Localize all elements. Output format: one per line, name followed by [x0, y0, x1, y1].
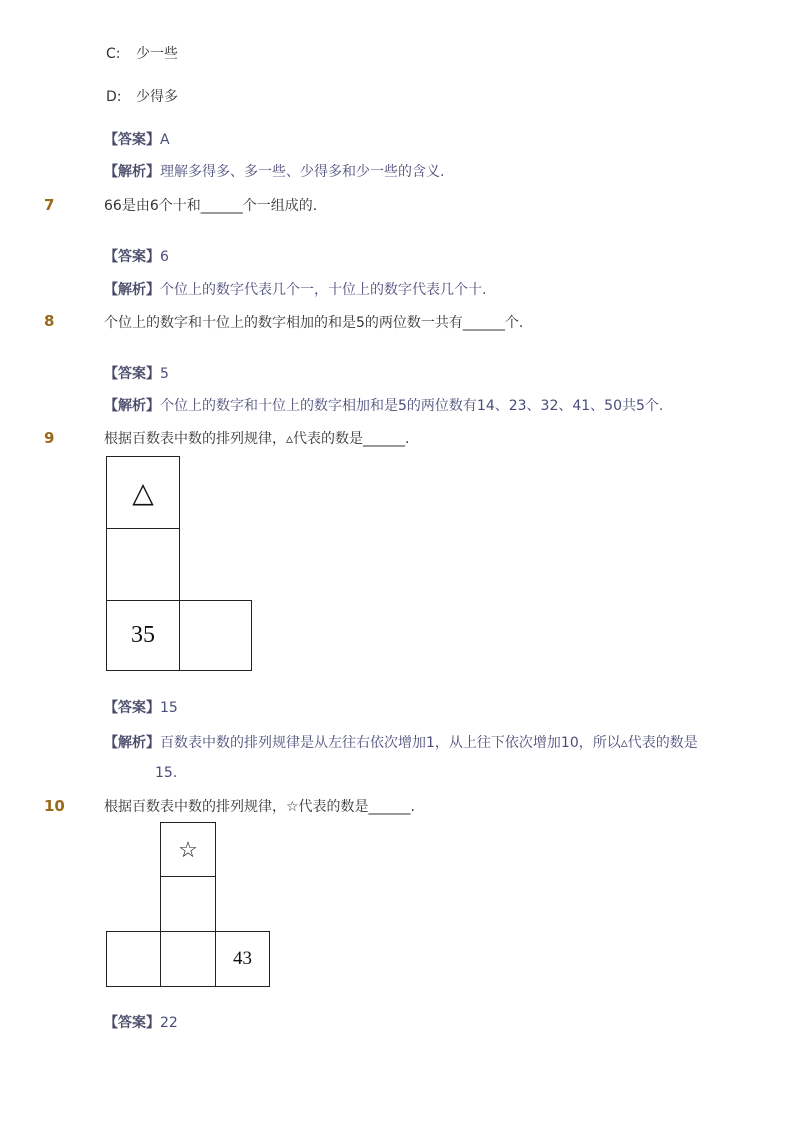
- q10-text: 根据百数表中数的排列规律，☆代表的数是______.: [104, 799, 415, 815]
- q9-answer-value: 15: [160, 700, 178, 716]
- q7-answer: [104, 247, 169, 267]
- q10-cell-center: [160, 931, 216, 987]
- q7-analysis-text: 个位上的数字代表几个一，十位上的数字代表几个十.: [160, 282, 487, 298]
- analysis-tag: 【解析】: [104, 398, 160, 414]
- answer-tag: 【答案】: [104, 1015, 160, 1031]
- q8-text: 个位上的数字和十位上的数字相加的和是5的两位数一共有______个.: [104, 315, 524, 331]
- q6-analysis-text: 理解多得多、多一些、少得多和少一些的含义.: [160, 164, 445, 180]
- q10-answer: [104, 1013, 178, 1033]
- q10-cell-star: ☆: [160, 822, 216, 877]
- q7-number: 7: [44, 196, 55, 214]
- option-c: [106, 44, 178, 64]
- q8-analysis-text: 个位上的数字和十位上的数字相加和是5的两位数有14、23、32、41、50共5个.: [160, 398, 664, 414]
- q8-answer: [104, 364, 169, 384]
- q9-cell-35: 35: [106, 600, 180, 671]
- answer-tag: 【答案】: [104, 132, 160, 148]
- q7-text: 66是由6个十和______个一组成的.: [104, 198, 318, 214]
- q9-analysis-text-2: 15.: [155, 765, 178, 781]
- q7-analysis: [104, 280, 486, 300]
- q10-cell-middle: [160, 876, 216, 932]
- q9-number: 9: [44, 429, 55, 447]
- q9-text: 根据百数表中数的排列规律，▵代表的数是______.: [104, 431, 410, 447]
- analysis-tag: 【解析】: [104, 164, 160, 180]
- q6-answer: [104, 130, 170, 150]
- q6-analysis: [104, 162, 444, 182]
- q8-answer-value: 5: [160, 366, 169, 382]
- q10-cell-left: [106, 931, 161, 987]
- q9-cell-right: [179, 600, 252, 671]
- q8-analysis: [104, 396, 663, 416]
- q9-analysis: [104, 733, 698, 753]
- answer-tag: 【答案】: [104, 366, 160, 382]
- option-d-letter: D:: [106, 89, 122, 105]
- q10-answer-value: 22: [160, 1015, 178, 1031]
- option-d-text: 少得多: [136, 89, 178, 105]
- analysis-tag: 【解析】: [104, 735, 160, 751]
- q9-cell-middle: [106, 528, 180, 601]
- answer-tag: 【答案】: [104, 700, 160, 716]
- q9-answer: [104, 698, 178, 718]
- q9-cell-triangle: △: [106, 456, 180, 529]
- q10-cell-43: 43: [215, 931, 270, 987]
- q7-answer-value: 6: [160, 249, 169, 265]
- q8-number: 8: [44, 312, 55, 330]
- q10-number: 10: [44, 797, 65, 815]
- option-d: [106, 87, 178, 107]
- analysis-tag: 【解析】: [104, 282, 160, 298]
- option-c-letter: C:: [106, 46, 121, 62]
- option-c-text: 少一些: [136, 46, 178, 62]
- answer-tag: 【答案】: [104, 249, 160, 265]
- q9-analysis-text-1: 百数表中数的排列规律是从左往右依次增加1，从上往下依次增加10，所以▵代表的数是: [160, 735, 698, 751]
- q6-answer-value: A: [160, 132, 170, 148]
